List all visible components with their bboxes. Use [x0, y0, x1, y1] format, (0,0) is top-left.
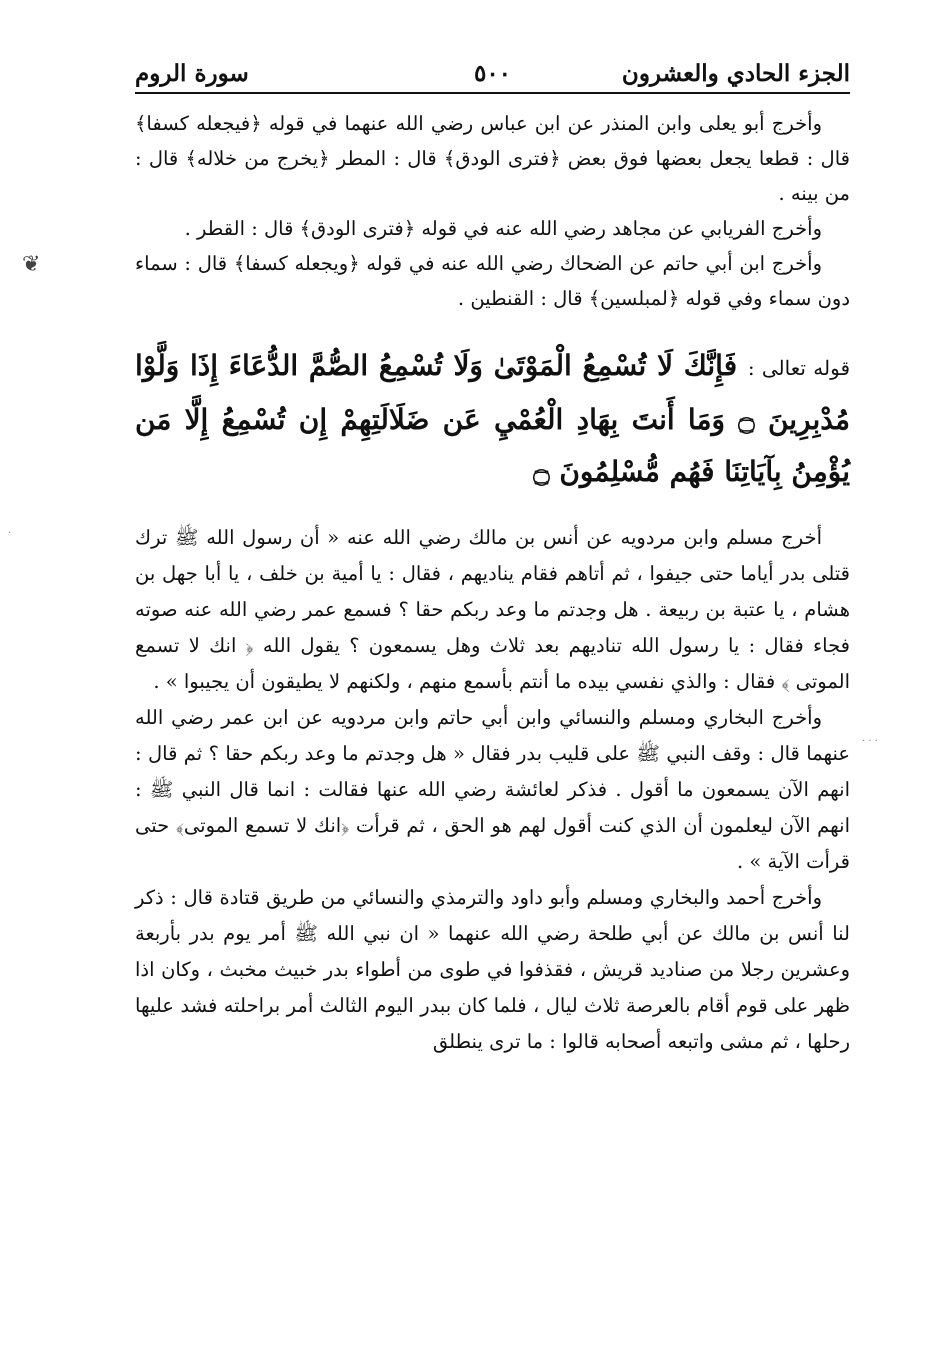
- paragraph: وأخرج أبو يعلى وابن المنذر عن ابن عباس رضي الله عنهما في قوله ﴿فيجعله كسفا﴾ قال : قطعا يجعل بعضها فوق بعض ﴿فترى الودق﴾ قال : المطر ﴿يخرج من خلاله﴾ قال : من بينه .: [135, 112, 850, 205]
- paragraph: وأخرج ابن أبي حاتم عن الضحاك رضي الله عنه في قوله ﴿ويجعله كسفا﴾ قال : سماء دون سماء وفي قوله ﴿لمبلسين﴾ قال : القنطين .: [135, 252, 850, 310]
- surah-title: سورة الروم: [135, 60, 249, 87]
- verse-intro: قوله تعالى :: [747, 356, 851, 380]
- verse-text: فَإِنَّكَ لَا تُسْمِعُ الْمَوْتَىٰ وَلَا تُسْمِعُ الصُّمَّ الدُّعَاءَ إِذَا وَلَّوْا مُدْبِرِينَ ۝ وَمَا أَنتَ بِهَادِ الْعُمْيِ عَن ضَلَالَتِهِمْ إِن تُسْمِعُ إِلَّا مَن يُؤْمِنُ بِآيَاتِنَا فَهُم مُّسْلِمُونَ ۝: [135, 349, 850, 488]
- paragraph: وأخرج الفريابي عن مجاهد رضي الله عنه في قوله ﴿فترى الودق﴾ قال : القطر .: [184, 217, 822, 240]
- page-header: [135, 52, 850, 92]
- page-number: ٥٠٠: [473, 60, 512, 87]
- commentary-section-1: [135, 106, 850, 316]
- commentary-section-2: [135, 520, 850, 1060]
- margin-ornament-icon: ❦: [22, 252, 41, 277]
- margin-speck: ·: [8, 528, 12, 539]
- document-page: [135, 52, 850, 1060]
- margin-speck: · · ·: [862, 736, 878, 747]
- part-title: الجزء الحادي والعشرون: [621, 60, 850, 87]
- header-rule: [135, 92, 850, 94]
- paragraph: وأخرج البخاري ومسلم والنسائي وابن أبي حاتم وابن مردويه عن ابن عمر رضي الله عنهما قال : وقف النبي ﷺ على قليب بدر فقال « هل وجدتم ما وعد ربكم حقا ؟ ثم قال : انهم الآن يسمعون ما أقول . فذكر لعائشة رضي الله عنها فقالت : انما قال النبي ﷺ : انهم الآن ليعلمون أن الذي كنت أقول لهم هو الحق ، ثم قرأت ﴿انك لا تسمع الموتى﴾ حتى قرأت الآية » .: [135, 706, 850, 873]
- paragraph: وأخرج أحمد والبخاري ومسلم وأبو داود والترمذي والنسائي من طريق قتادة قال : ذكر لنا أنس بن مالك عن أبي طلحة رضي الله عنهما « ان نبي الله ﷺ أمر يوم بدر بأربعة وعشرين رجلا من صناديد قريش ، فقذفوا في طوى من أطواء بدر خبيث مخبث ، وكان اذا ظهر على قوم أقام بالعرصة ثلاث ليال ، فلما كان ببدر اليوم الثالث أمر براحلته فشد عليها رحلها ، ثم مشى واتبعه أصحابه قالوا : ما ترى ينطلق: [135, 886, 850, 1053]
- quran-verse: [135, 340, 850, 498]
- paragraph: أخرج مسلم وابن مردويه عن أنس بن مالك رضي الله عنه « أن رسول الله ﷺ ترك قتلى بدر أياما حتى جيفوا ، ثم أتاهم فقام يناديهم ، فقال : يا أمية بن خلف ، يا أبا جهل بن هشام ، يا عتبة بن ربيعة . هل وجدتم ما وعد ربكم حقا ؟ فسمع عمر رضي الله عنه صوته فجاء فقال : يا رسول الله تناديهم بعد ثلاث وهل يسمعون ؟ يقول الله ﴿ انك لا تسمع الموتى ﴾ فقال : والذي نفسي بيده ما أنتم بأسمع منهم ، ولكنهم لا يطيقون أن يجيبوا » .: [135, 526, 850, 693]
